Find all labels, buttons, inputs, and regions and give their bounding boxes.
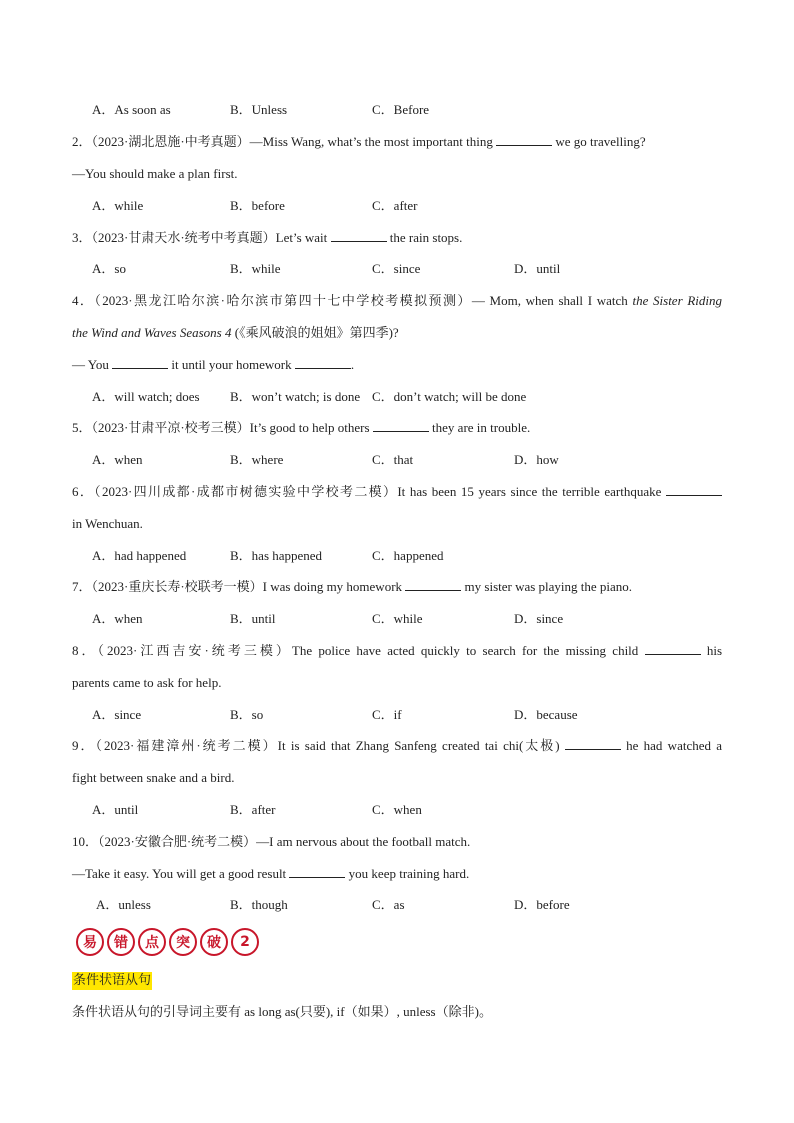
q4-title-part2: the Wind and Waves Seasons 4 [72, 325, 232, 340]
q3-suffix: the rain stops. [386, 230, 463, 245]
banner-char: 破 [200, 928, 228, 956]
q4-line3-b: it until your homework [168, 357, 295, 372]
answer-blank [565, 737, 621, 750]
q9-prefix: 9．（2023·福建漳州·统考二模）It is said that Zhang Sanfeng created tai chi(太极) [72, 738, 560, 753]
question-2 [72, 133, 646, 151]
option-d: D．before [514, 897, 570, 912]
question-5 [72, 419, 530, 437]
option-c: C．don’t watch; will be done [372, 389, 527, 404]
answer-blank [289, 865, 345, 878]
option-c: C．happened [372, 548, 444, 563]
q2-prefix: 2．（2023·湖北恩施·中考真题）—Miss Wang, what’s the most important thing [72, 134, 497, 149]
q4-title-part1: the Sister Riding [632, 293, 722, 308]
option-c: C．Before [372, 102, 430, 117]
option-d: D．how [514, 452, 559, 467]
option-c: C．that [372, 452, 414, 467]
q4-note: (《乘风破浪的姐姐》第四季)? [231, 325, 399, 340]
q10-prefix: —Take it easy. You will get a good result [72, 866, 290, 881]
option-a: A．when [92, 611, 143, 626]
q4-line3-c: . [350, 357, 355, 372]
banner-char: 突 [169, 928, 197, 956]
option-a: A．had happened [92, 548, 187, 563]
option-c: C．as [372, 897, 405, 912]
q9-suffix: he had watched a [626, 738, 723, 753]
option-c: C．since [372, 261, 421, 276]
option-d: D．because [514, 707, 578, 722]
answer-blank [405, 578, 461, 591]
question-4 [72, 292, 722, 310]
option-a: A．until [92, 802, 139, 817]
option-b: B．before [230, 198, 285, 213]
option-a: A．since [92, 707, 142, 722]
q4-prefix: 4．（2023·黑龙江哈尔滨·哈尔滨市第四十七中学校考模拟预测）— Mom, when shall I watch [72, 293, 633, 308]
option-b: B．so [230, 707, 264, 722]
option-b: B．won’t watch; is done [230, 389, 361, 404]
q8-line2: parents came to ask for help. [72, 675, 222, 690]
question-7 [72, 578, 632, 596]
option-b: B．though [230, 897, 288, 912]
option-b: B．until [230, 611, 276, 626]
section-heading: 条件状语从句 [73, 973, 152, 988]
answer-blank [295, 356, 351, 369]
option-d: D．since [514, 611, 564, 626]
question-8 [72, 642, 722, 660]
q10-line2 [72, 865, 469, 883]
option-a: A．As soon as [92, 102, 171, 117]
option-b: B．has happened [230, 548, 323, 563]
q4-line3 [72, 356, 354, 374]
q2-line2: —You should make a plan first. [72, 166, 238, 181]
q2-suffix: we go travelling? [552, 134, 646, 149]
q5-suffix: they are in trouble. [428, 420, 531, 435]
question-3 [72, 229, 462, 247]
q7-suffix: my sister was playing the piano. [461, 579, 633, 594]
option-a: A．unless [96, 897, 151, 912]
q8-prefix: 8．（2023·江西吉安·统考三模）The police have acted quickly to search for the missing child [72, 643, 639, 658]
q4-line2 [72, 324, 399, 342]
q6-line2: in Wenchuan. [72, 516, 143, 531]
option-a: A．while [92, 198, 144, 213]
option-c: C．while [372, 611, 423, 626]
question-6 [72, 483, 722, 501]
q7-prefix: 7．（2023·重庆长寿·校联考一模）I was doing my homework [72, 579, 406, 594]
banner-char: 易 [76, 928, 104, 956]
option-a: A．will watch; does [92, 389, 200, 404]
q5-prefix: 5．（2023·甘肃平凉·校考三模）It’s good to help others [72, 420, 373, 435]
option-b: B．Unless [230, 102, 288, 117]
option-b: B．while [230, 261, 281, 276]
answer-blank [496, 133, 552, 146]
option-c: C．if [372, 707, 402, 722]
section-text: 条件状语从句的引导词主要有 as long as(只要), if（如果）, unless（除非)。 [72, 1004, 492, 1019]
section-banner [76, 926, 262, 958]
banner-number: 2 [231, 928, 259, 956]
answer-blank [112, 356, 168, 369]
answer-blank [666, 483, 722, 496]
option-c: C．when [372, 802, 422, 817]
q3-prefix: 3．（2023·甘肃天水·统考中考真题）Let’s wait [72, 230, 331, 245]
option-a: A．so [92, 261, 126, 276]
option-a: A．when [92, 452, 143, 467]
q10-suffix: you keep training hard. [345, 866, 470, 881]
question-10: 10．（2023·安徽合肥·统考二模）—I am nervous about the football match. [72, 834, 471, 849]
answer-blank [645, 642, 701, 655]
option-c: C．after [372, 198, 418, 213]
option-d: D．until [514, 261, 561, 276]
banner-char: 点 [138, 928, 166, 956]
option-b: B．after [230, 802, 276, 817]
answer-blank [331, 229, 387, 242]
q9-line2: fight between snake and a bird. [72, 770, 235, 785]
q6-prefix: 6．（2023·四川成都·成都市树德实验中学校考二模）It has been 15 years since the terrible earthquake [72, 484, 662, 499]
q8-suffix: his [706, 643, 723, 658]
question-9 [72, 737, 722, 755]
banner-char: 错 [107, 928, 135, 956]
q4-line3-a: — You [72, 357, 113, 372]
option-b: B．where [230, 452, 284, 467]
answer-blank [373, 419, 429, 432]
